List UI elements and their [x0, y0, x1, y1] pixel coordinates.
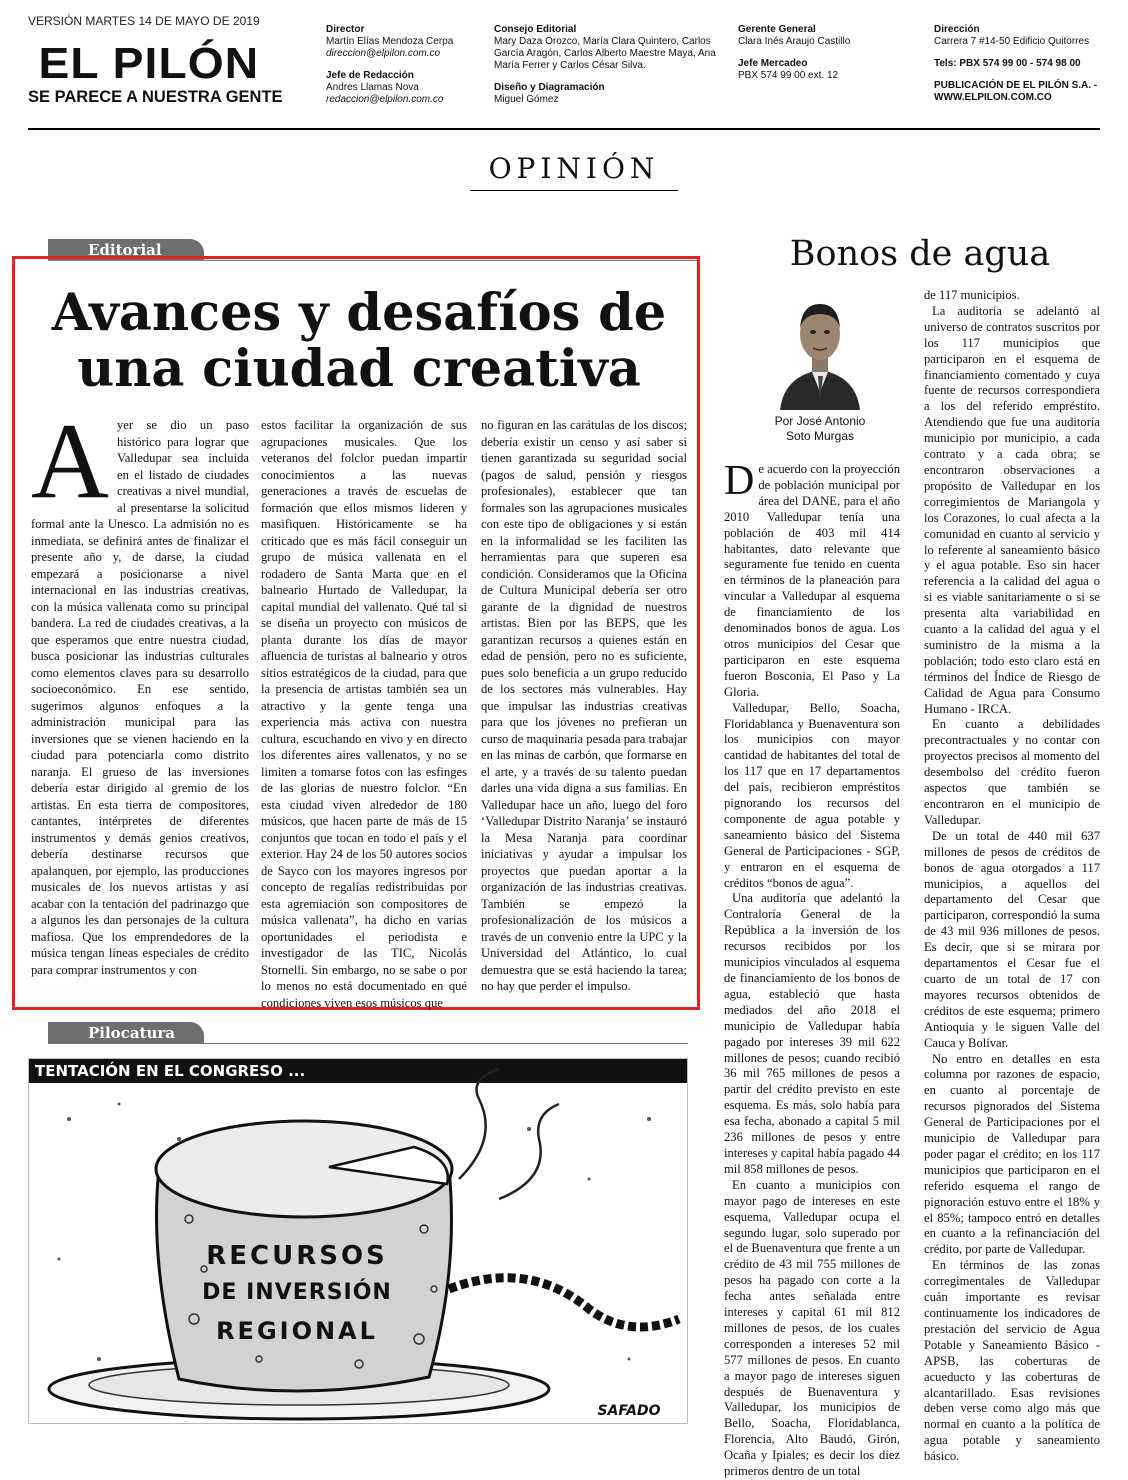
edition-date: VERSIÓN MARTES 14 DE MAYO DE 2019	[28, 14, 260, 28]
editorial-col2-text: estos facilitar la organización de sus agrupaciones musicales. Que los veteranos del folclor puedan impartir conocimientos a las nuevas generaciones a través de escuelas de formación que ellos mismos lideren y masifiquen. Históricamente se ha criticado que es más fácil conseguir un grupo de música vallenata en el rodadero de Santa Marta que en el balneario Hurtado de Valledupar, la capital mundial del vallenato. Qué tal si se diseña un proyecto con músicos de planta durante los días de mayor afluencia de turistas al balneario y otros sitios estratégicos de la ciudad, para que la presencia de artistas también sea un atractivo y la gente tenga una experiencia más activa con nuestra cultura, escuchando en vivo y en directo los diferentes aires vallenatos, y no se limiten a tomarse fotos con las esfinges de las glorias de nuestro folclor. “En esta ciudad viven alrededor de 180 músicos, que hacen parte de más de 15 conjuntos que tocan en todo el país y el exterior. Hay 24 de los 50 autores socios de Sayco con los mayores ingresos por concepto de regalías redistribuidas por esta agremiación son compositores de música vallenata”, ha dicho en varias oportunidades el periodista e investigador de las TIC, Nicolás Stornelli. Sin embargo, no se sabe o por lo menos no está documentado en qué condiciones viven esos músicos que	[261, 418, 467, 1010]
editorial-column-1	[31, 402, 249, 978]
column-text-2	[924, 288, 1100, 1465]
editorial-col3-text: no figuran en las carátulas de los discos; debería existir un censo y así saber si tienen garantizada su seguridad social (pagos de salud, pensión y riesgos profesionales), establecer que tan formales son las agrupaciones musicales con este tipo de obligaciones y si están en la informalidad se les faciliten las herramientas para que superen esa condición. Consideramos que la Oficina de Cultura Municipal debería ser otro garante de la dignidad de nuestros artistas. Bien por las BEPS, que les garantizan recursos a quienes están en edad de pensión, pero no es suficiente, pues solo beneficia a un grupo reducido de los sectores más vulnerables. Hay que impulsar las industrias creativas para que los jóvenes no prefieran un curso de maquinaria pesada para trabajar en las minas de carbón, que formarse en el arte, y a través de su talento puedan darles una vida digna a sus familias. En Valledupar hace un año, luego del foro ‘Valledupar Distrito Naranja’ se instauró la Mesa Naranja para coordinar iniciativas y ayudar a impulsar los proyectos que puedan aportar a la organización de las industrias creativas. También se empezó la profesionalización de los músicos a través de un convenio entre la UPC y la Universidad del Atlántico, lo cual demuestra que se está haciendo la tarea; no hay que perder el impulso.	[481, 418, 687, 993]
newspaper-logo[interactable]: EL PILÓN	[38, 39, 260, 88]
cake-text-1: RECURSOS	[206, 1241, 388, 1271]
column-text-1	[724, 458, 900, 1480]
column-col2-p4: De un total de 440 mil 637 millones de pesos de créditos de bonos de agua otorgados a 117 municipios, a aquellos del departamento del Cesar que participaron, correspondió la suma de 43 mil 936 millones de pesos. Es decir, que si se mirara por departamentos el Cesar fue el cuarto de un total de 17 con mayores recursos obtenidos de créditos de este esquema; primero Antioquia y le siguen Valle del Cauca y Bolívar.	[924, 828, 1100, 1050]
column-col1-p4: En cuanto a municipios con mayor pago de intereses en este esquema, Valledupar ocupa el segundo lugar, solo superado por el de Buenaventura que frente a un crédito de 43 mil 755 millones de pesos ha pagado con corte a la fecha antes señalada entre intereses y capital 61 mil 812 millones de pesos, de los cuales corresponden a intereses 52 mil 577 millones de pesos. En cuanto a mayor pago de intereses siguen después de Buenaventura y Valledupar, los municipios de Bello, Soacha, Floridablanca, Florencia, Alto Baudó, Girón, Ocaña y Ipiales; es decir los diez primeros dentro de un total	[724, 1177, 900, 1479]
jefe-redaccion-label: Jefe de Redacción	[326, 70, 414, 81]
tab-editorial: Editorial	[48, 239, 204, 261]
rope-icon	[449, 1278, 679, 1327]
cartoonist-signature: SAFADO	[597, 1403, 661, 1419]
column-col2-p2: La auditoría se adelantó al universo de contratos suscritos por los 117 municipios que participaron en el esquema de financiamiento comentado y cuya fuente de recursos correspondiera a los del referido empréstito. Atendiendo que fue una auditoría municipio por municipio, a cada contrato y a cada obra; se encontraron observaciones a propósito de Valledupar en los corregimientos de Mariangola y los Corazones, lo cual afecta a la comunidad en cuanto al servicio y lo referente al saneamiento básico y el agua potable. Eso sin hacer referencia a la calidad del agua o si es viable sanitariamente o si se presenta alta variabilidad en cuanto a la calidad del agua y el suministro de la misma a la población; todo esto claro está en términos del Índice de Riesgo de Calidad de Agua para Consumo Humano - IRCA.	[924, 303, 1100, 716]
cartoon	[28, 1058, 688, 1424]
direccion-label: Dirección	[934, 24, 980, 35]
director-label: Director	[326, 24, 365, 35]
column-title: Bonos de agua	[789, 234, 1051, 274]
editorial-box	[12, 256, 700, 1010]
column-dropcap: D	[724, 458, 755, 504]
header-consejo-block	[494, 24, 716, 106]
jefe-mercadeo-label: Jefe Mercadeo	[738, 58, 808, 69]
editorial-column-3	[481, 417, 687, 995]
jefe-redaccion-email[interactable]: redaccion@elpilon.com.co	[326, 94, 444, 105]
column-col2-p6: En términos de las zonas corregimentales de Valledupar cuán importante es revisar continuamente los indicadores de prestación del servicio de Agua Potable y Saneamiento Básico - APSB, las coberturas de acueducto y las coberturas de alcantarillado. Esas revisiones deben verse como algo más que normal en cuanto a la política de agua potable y saneamiento básico.	[924, 1258, 1100, 1464]
author-photo	[770, 292, 870, 410]
director-email[interactable]: direccion@elpilon.com.co	[326, 48, 441, 59]
steam-icon	[459, 1069, 499, 1179]
gerente-label: Gerente General	[738, 24, 816, 35]
editorial-column-2	[261, 417, 467, 1011]
consejo-label: Consejo Editorial	[494, 24, 577, 35]
telefonos: Tels: PBX 574 99 00 - 574 98 00	[934, 58, 1081, 69]
section-title: OPINIÓN	[488, 152, 660, 185]
section-underline	[470, 190, 678, 191]
column-col2-p1: de 117 municipios.	[924, 288, 1020, 302]
jefe-redaccion-name: Andres Llamas Nova	[326, 82, 419, 93]
publicacion: PUBLICACIÓN DE EL PILÓN S.A. - WWW.ELPILON.COM.CO	[934, 80, 1098, 103]
header-gerente-block	[738, 24, 908, 82]
header-direccion-block	[934, 24, 1104, 104]
editorial-headline: Avances y desafíos de una ciudad creativa	[51, 283, 667, 399]
column-col2-p3: En cuanto a debilidades precontractuales y no contar con proyectos precisos al momento del desembolso del crédito fueron aspectos que también se encontraron en el municipio de Valledupar.	[924, 717, 1100, 827]
jefe-mercadeo-phone: PBX 574 99 00 ext. 12	[738, 70, 839, 81]
column-byline	[740, 414, 900, 444]
gerente-name: Clara Inés Araujo Castillo	[738, 36, 851, 47]
cake-text-3: REGIONAL	[216, 1317, 378, 1345]
column-col1-p3: Una auditoría que adelantó la Contraloría General de la República a la inversión de los recursos recibidos por los municipios vinculados al esquema de financiamiento de los bonos de agua, estableció que hasta mediados del año 2018 el municipio de Valledupar había pagado por intereses 39 mil 622 millones de pesos; cuando recibió 36 mil 765 millones de pesos a partir del crédito previsto en este esquema. Es más, solo había para esa fecha, abonado a capital 5 mil 236 millones de pesos y entre intereses y capital había pagado 44 mil 858 millones de pesos.	[724, 891, 900, 1176]
diseno-label: Diseño y Diagramación	[494, 82, 605, 93]
masthead	[28, 14, 288, 124]
byline-line-2: Soto Murgas	[785, 429, 855, 443]
editorial-dropcap: A	[31, 402, 109, 521]
column-col1-p2: Valledupar, Bello, Soacha, Floridablanca y Buenaventura son los municipios con mayor cantidad de habitantes del total de los 117 que en 17 departamentos del país, recibieron empréstitos pignorando los recursos del componente de agua potable y saneamiento básico del Sistema General de Participaciones - SGP, y entraron en el esquema de créditos “bonos de agua”.	[724, 700, 900, 890]
consejo-names: Mary Daza Orozco, María Clara Quintero, Carlos García Aragón, Carlos Alberto Maestre Maya, Ana María Ferrer y Carlos César Silva.	[494, 36, 716, 71]
tab-pilocatura-line	[48, 1043, 688, 1044]
cartoon-drawing	[29, 1059, 689, 1425]
editorial-col1-text: yer se dio un paso histórico para lograr que Valledupar sea incluida en el listado de ciudades creativas a nivel mundial, al presentarse la solicitud formal ante la Unesco. La admisión no es inmediata, se definirá antes de finalizar el presente año y, de darse, la ciudad empezará a posicionarse a nivel internacional en las industrias creativas, con la música vallenata como su principal bandera. La red de ciudades creativas, a la que esperamos que entre nuestra ciudad, busca posicionar las industrias culturales como elementos claves para su desarrollo socioeconómico. En ese sentido, sugerimos algunos enfoques a la administración municipal para las inversiones que se vienen haciendo en la ciudad para potenciarla como distrito naranja. El grueso de las inversiones debería estar dirigido al gremio de los artistas. En esta tierra de compositores, cantantes, intérpretes de diferentes instrumentos y demás genios creativos, debería destinarse recursos que apalanquen, por ejemplo, las producciones musicales de los nuevos artistas y así acabar con la tentación del padrinazgo que a algunos les dan personajes de la cultura mafiosa. Que los emprendedores de la música tengan líneas especiales de crédito para comprar instrumentos y con	[31, 418, 249, 977]
diseno-name: Miguel Gómez	[494, 94, 559, 105]
cartoon-title: TENTACIÓN EN EL CONGRESO ...	[29, 1059, 687, 1083]
column-col1-p1: e acuerdo con la proyección de población municipal por área del DANE, para el año 2010 Valledupar tenía una población de 403 mil 414 habitantes, dato relevante que seguramente fue tenido en cuenta en términos de la planeación para vincular a Valledupar al esquema de financiamiento de los denominados bonos de agua. Los otros municipios del Cesar que participaron en este esquema fueron Bosconia, El Paso y La Gloria.	[724, 462, 900, 699]
column-col2-p5: No entro en detalles en esta columna por razones de espacio, en cuanto al porcentaje de recursos pignorados del Sistema General de Participaciones por el municipio de Valledupar para poder pagar el crédito; en los 117 municipios que participaron en el referido esquema el rango de pignoración estuvo entre el 18% y el 85%; tampoco entró en detalles en cuanto a la refinanciación del crédito, por parte de Valledupar.	[924, 1051, 1100, 1257]
header-director-block	[326, 24, 486, 106]
newspaper-slogan: SE PARECE A NUESTRA GENTE	[28, 88, 283, 106]
cake-text-2: DE INVERSIÓN	[202, 1280, 392, 1305]
direccion-value: Carrera 7 #14-50 Edificio Quitorres	[934, 36, 1090, 47]
header-divider	[28, 128, 1100, 130]
byline-line-1: Por José Antonio	[774, 414, 866, 428]
director-name: Martín Elías Mendoza Cerpa	[326, 36, 454, 47]
tab-pilocatura: Pilocatura	[48, 1022, 204, 1044]
